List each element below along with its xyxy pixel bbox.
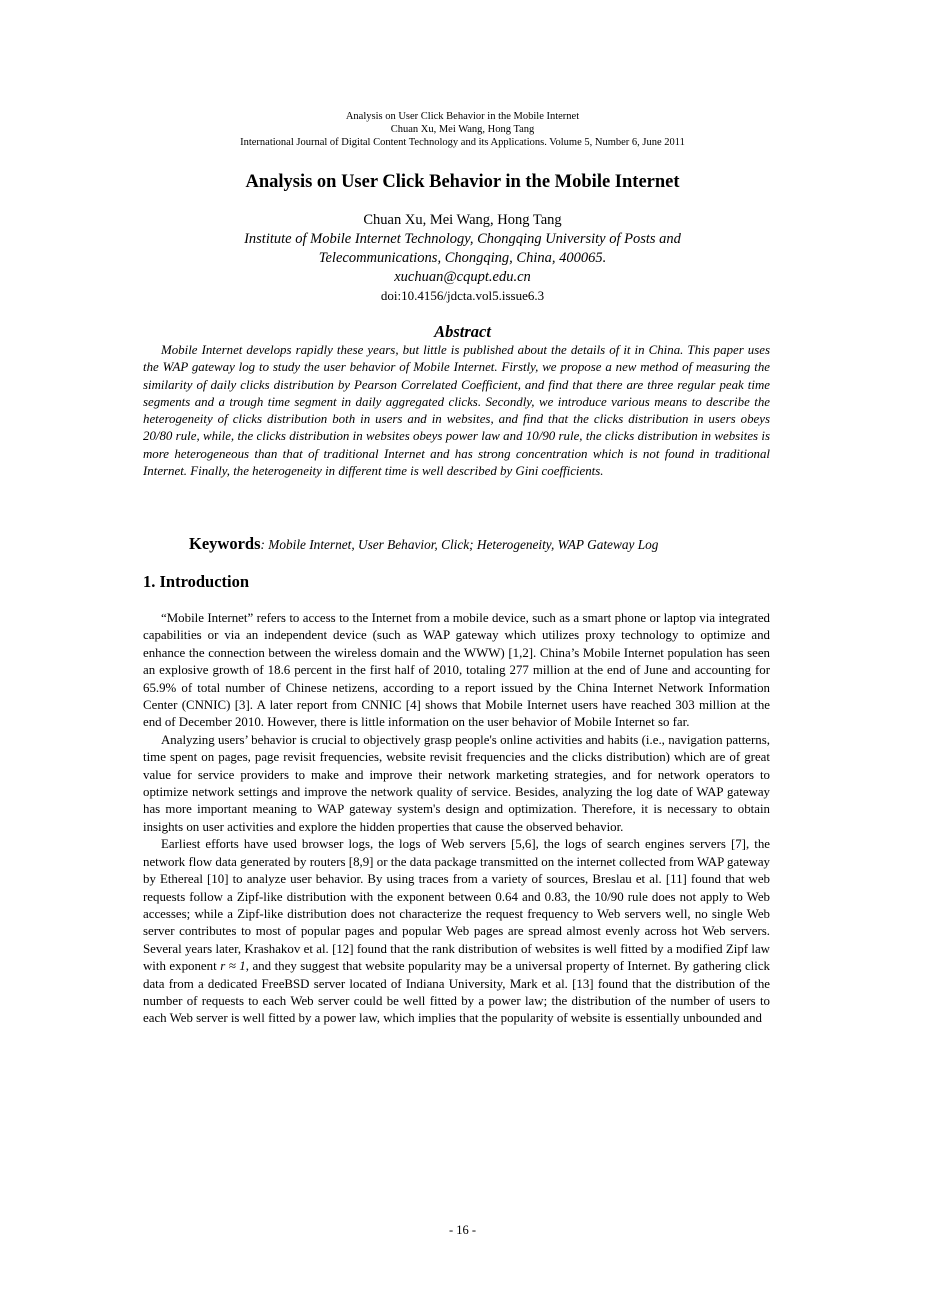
author-block xyxy=(0,211,925,305)
running-head xyxy=(0,110,925,149)
keywords-label: Keywords xyxy=(189,534,261,553)
affiliation-line-1: Institute of Mobile Internet Technology, Chongqing University of Posts and xyxy=(244,231,681,247)
running-head-journal: International Journal of Digital Content Technology and its Applications. Volume 5, Number 6, June 2011 xyxy=(240,137,685,148)
keywords-line xyxy=(189,534,809,554)
paragraph: Analyzing users’ behavior is crucial to objectively grasp people's online activities and habits (i.e., navigation patterns, time spent on pages, page revisit frequencies, website revisit frequencies and the clicks distribution) which are of great value for service providers to make and improve their network marketing strategies, and for network operators to optimize network settings and improve the network quality of service. Besides, analyzing the log date of WAP gateway has more important meaning to WAP gateway system's design and optimization. Therefore, it is necessary to obtain insights on user activities and explore the hidden properties that cause the observed behavior. xyxy=(143,732,770,834)
paragraph-text: Earliest efforts have used browser logs, the logs of Web servers [5,6], the logs of search engines servers [7], the network flow data generated by routers [8,9] or the data package transmitted on the internet collected from WAP gateway by Ethereal [10] to analyze user behavior. By using traces from a variety of sources, Breslau et al. [11] found that web requests follow a Zipf-like distribution with the exponent between 0.64 and 0.83, the 10/90 rule does not apply to Web accesses; while a Zipf-like distribution does not characterize the request frequency to Web servers well, no single Web server contributes to most of popular pages and popular Web pages are spread almost evenly across hot Web servers. Several years later, Krashakov et al. [12] found that the rank distribution of websites is well fitted by a modified Zipf law with exponent xyxy=(143,837,770,974)
page-number: - 16 - xyxy=(448,1223,477,1237)
paper-title: Analysis on User Click Behavior in the Mobile Internet xyxy=(245,172,680,192)
keywords-text: : Mobile Internet, User Behavior, Click; Heterogeneity, WAP Gateway Log xyxy=(260,537,659,552)
paragraph-text: , and they suggest that website popularity may be a universal property of Internet. By gathering click data from a dedicated FreeBSD server located of Indiana University, Mark et al. [13] found that the distribution of the number of requests to each Web server could be well fitted by a power law; the distribution of the number of users to each Web server is well fitted by a power law, which implies that the popularity of website is essentially unbounded and xyxy=(143,959,770,1026)
running-head-title: Analysis on User Click Behavior in the Mobile Internet xyxy=(345,111,580,122)
paragraph xyxy=(143,836,770,1027)
running-head-authors: Chuan Xu, Mei Wang, Hong Tang xyxy=(390,124,535,135)
paragraph: “Mobile Internet” refers to access to the Internet from a mobile device, such as a smart phone or laptop via integrated capabilities or via an independent device (such as WAP gateway which utilizes proxy technology to optimize and enhance the connection between the wireless domain and the WWW) [1,2]. China’s Mobile Internet population has seen an explosive growth of 18.6 percent in the first half of 2010, totaling 277 million at the end of June and accounting for 65.9% of total number of Chinese netizens, according to a report issued by the China Internet Network Information Center (CNNIC) [3]. A later report from CNNIC [4] shows that Mobile Internet users have reached 303 million at the end of December 2010. However, there is little information on the user behavior of Mobile Internet so far. xyxy=(143,611,770,730)
author-names: Chuan Xu, Mei Wang, Hong Tang xyxy=(363,212,562,228)
doi: doi:10.4156/jdcta.vol5.issue6.3 xyxy=(380,288,545,303)
affiliation-line-2: Telecommunications, Chongqing, China, 400065. xyxy=(318,250,607,266)
author-email: xuchuan@cqupt.edu.cn xyxy=(394,269,531,285)
math-expression: r ≈ 1 xyxy=(220,959,246,974)
section-heading-introduction: 1. Introduction xyxy=(143,572,250,591)
abstract-heading: Abstract xyxy=(434,322,491,341)
abstract-text: Mobile Internet develops rapidly these years, but little is published about the details of it in China. This paper uses the WAP gateway log to study the user behavior of Mobile Internet. Firstly, we propose a new method of measuring the similarity of daily clicks distribution by Pearson Correlated Coefficient, and find that there are three regular peak time segments and a trough time segment in daily aggregated clicks. Secondly, we introduce various means to describe the heterogeneity of clicks distribution both in users and in websites, and find that the clicks distribution in users obeys 20/80 rule, while, the clicks distribution in websites obeys power law and 10/90 rule, the clicks distribution in websites is more heterogeneous than that of traditional Internet and has strong concentration which is not found in traditional Internet. Finally, the heterogeneity in different time is well described by Gini coefficients. xyxy=(143,343,770,479)
introduction-body xyxy=(143,610,770,1028)
